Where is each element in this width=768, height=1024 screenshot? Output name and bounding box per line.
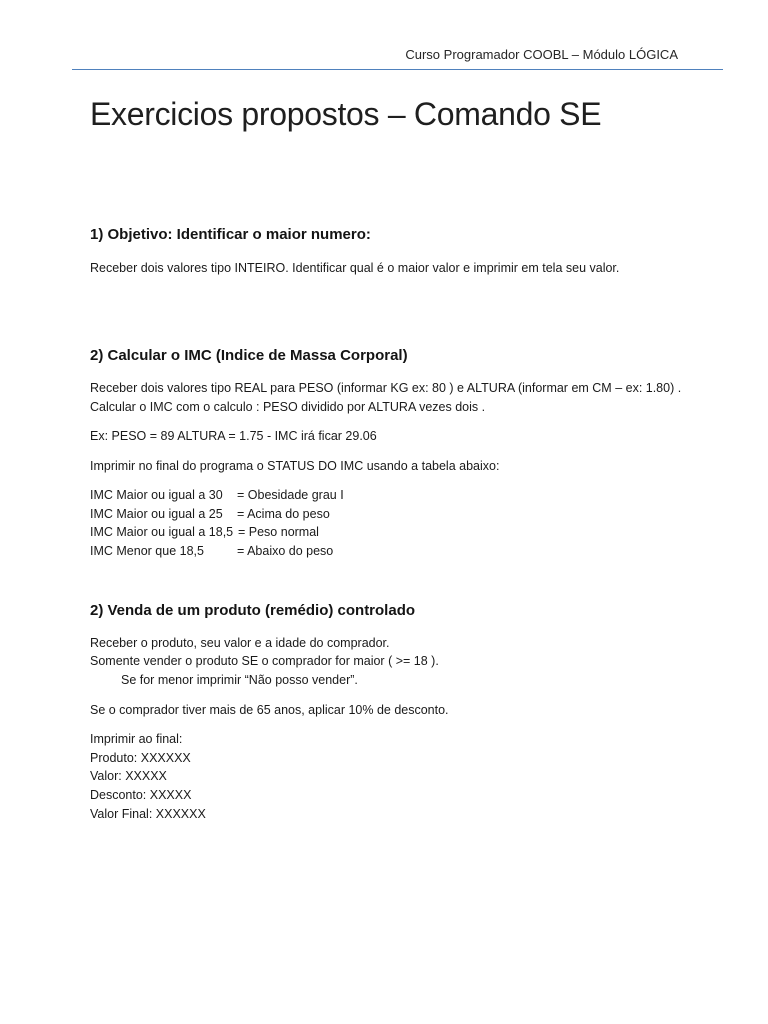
imc-condition: IMC Maior ou igual a 18,5 [90,525,234,539]
section-2-heading: 2) Calcular o IMC (Indice de Massa Corporal) [90,347,408,364]
imc-table-row [90,505,410,523]
section-1-line: Receber dois valores tipo INTEIRO. Identificar qual é o maior valor e imprimir em tela seu valor. [90,261,620,275]
output-line: Desconto: XXXXX [90,788,192,802]
imc-condition: IMC Maior ou igual a 25 [90,507,223,521]
section-2-intro-line: Receber dois valores tipo REAL para PESO (informar KG ex: 80 ) e ALTURA (informar em CM – ex: 1.80) . [90,381,682,395]
document-title: Exercicios propostos – Comando SE [90,96,602,132]
section-3-discount: Se o comprador tiver mais de 65 anos, aplicar 10% de desconto. [90,703,449,717]
imc-table-row [90,542,410,560]
section-2-instruction: Imprimir no final do programa o STATUS DO IMC usando a tabela abaixo: [90,459,500,473]
header-divider [72,69,723,70]
imc-table-row [90,486,410,504]
output-line: Produto: XXXXXX [90,751,191,765]
section-2-intro-line: Calcular o IMC com o calculo : PESO dividido por ALTURA vezes dois . [90,400,486,414]
imc-result: = Obesidade grau I [237,488,344,502]
section-2-example: Ex: PESO = 89 ALTURA = 1.75 - IMC irá ficar 29.06 [90,429,377,443]
section-3-intro-line: Somente vender o produto SE o comprador for maior ( >= 18 ). [90,654,439,668]
imc-condition: IMC Menor que 18,5 [90,544,204,558]
imc-condition: IMC Maior ou igual a 30 [90,488,223,502]
section-3-intro-line: Se for menor imprimir “Não posso vender”. [121,673,358,687]
output-line: Valor Final: XXXXXX [90,807,206,821]
imc-result: = Peso normal [238,525,319,539]
output-line: Valor: XXXXX [90,769,167,783]
section-3-intro-line: Receber o produto, seu valor e a idade do comprador. [90,636,390,650]
imc-result: = Acima do peso [237,507,330,521]
section-1-heading: 1) Objetivo: Identificar o maior numero: [90,226,371,243]
imc-result: = Abaixo do peso [237,544,334,558]
imc-table-row [90,523,410,541]
page-header-course: Curso Programador COOBL – Módulo LÓGICA [405,47,678,62]
output-line: Imprimir ao final: [90,732,183,746]
section-3-heading: 2) Venda de um produto (remédio) controlado [90,602,416,619]
